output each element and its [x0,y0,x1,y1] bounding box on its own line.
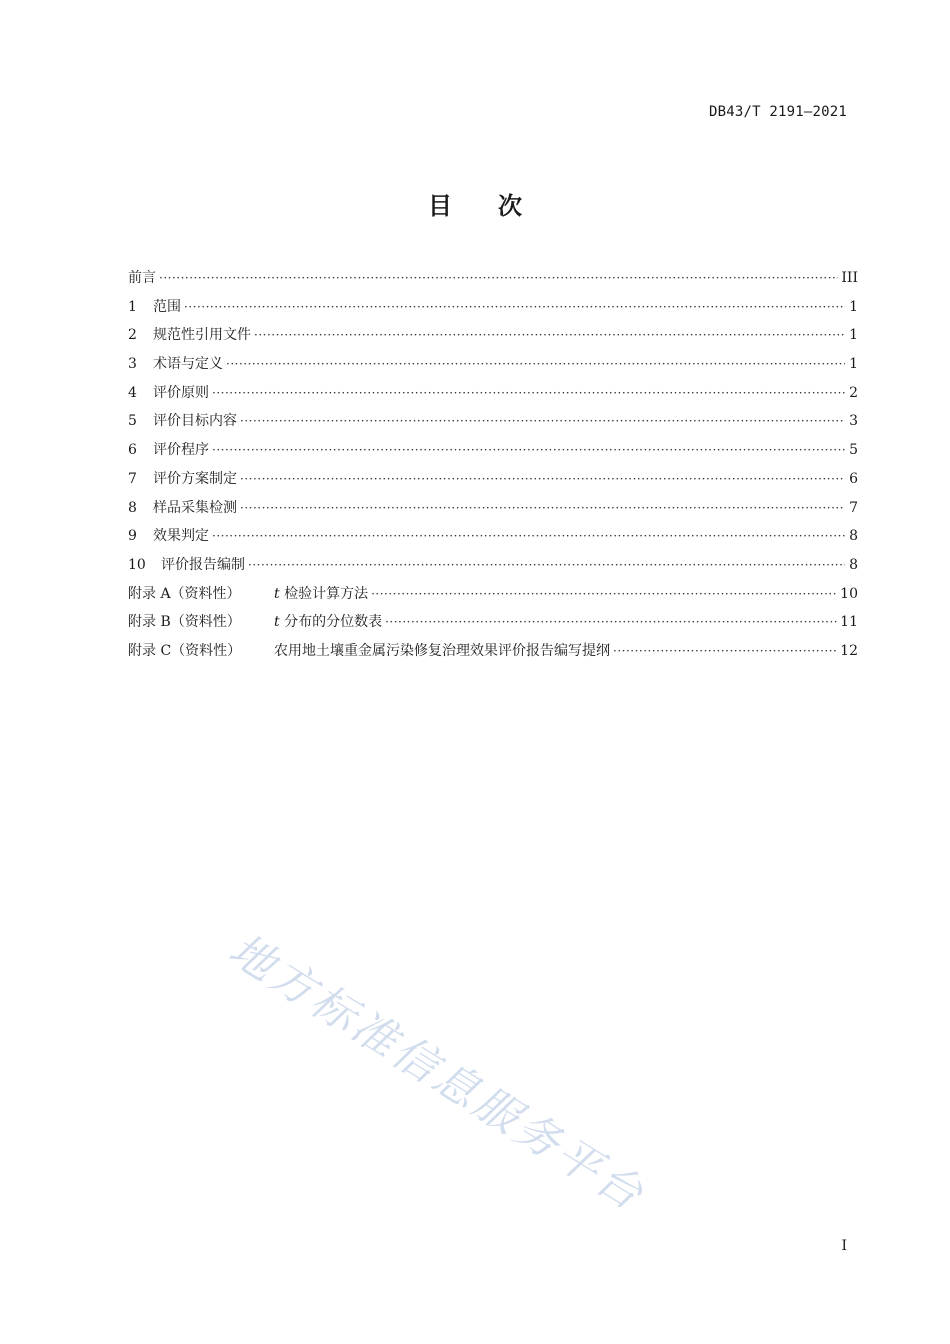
toc-entry-page: 7 [849,499,858,516]
page-number: I [841,1238,847,1254]
toc-entry-label [128,468,237,488]
toc-entry-label [128,525,209,545]
toc-entry-number: 10 [128,556,146,573]
toc-entry-page: 8 [849,556,858,573]
toc-entry-number: 2 [128,327,137,344]
toc-entry-page: 3 [849,413,858,430]
toc-entry-text: 评价程序 [153,442,209,459]
toc-entry-page: 1 [849,298,858,315]
dot-leader [371,587,837,601]
toc-entry-3[interactable] [128,353,858,382]
toc-entry-label [128,410,237,430]
toc-entry-label [128,640,610,660]
toc-entry-8[interactable] [128,497,858,526]
dot-leader [248,558,845,572]
toc-entry-9[interactable] [128,525,858,554]
page-title: 目次 [428,192,568,220]
toc-entry-page: 1 [849,327,858,344]
toc-entry-6[interactable] [128,439,858,468]
toc-entry-label [128,296,181,316]
toc-entry-label [128,353,223,373]
toc-entry-label [128,611,382,631]
toc-entry-label [128,382,209,402]
toc-entry-text: 范围 [153,298,181,315]
toc-entry-label [128,497,237,517]
toc-entry-foreword[interactable] [128,267,858,296]
dot-leader [385,615,837,629]
toc-entry-page: 8 [849,528,858,545]
toc-entry-number: 1 [128,298,137,315]
toc-entry-2[interactable] [128,324,858,353]
toc-entry-text: 分布的分位数表 [284,614,383,631]
toc-entry-label [128,439,209,459]
toc-entry-5[interactable] [128,410,858,439]
dot-leader [254,328,845,342]
toc-entry-label [128,554,245,574]
dot-leader [212,529,845,543]
dot-leader [613,644,837,658]
toc-entry-page: 1 [849,356,858,373]
table-of-contents [128,267,858,669]
toc-entry-page: 5 [849,442,858,459]
toc-entry-text: 检验计算方法 [284,585,369,602]
toc-entry-10[interactable] [128,554,858,583]
toc-entry-appendix-b[interactable] [128,611,858,640]
appendix-prefix: 附录 C（资料性） [128,642,242,659]
dot-leader [240,501,845,515]
toc-entry-number: 8 [128,499,137,516]
watermark: 地方标准信息服务平台 [220,924,655,1222]
italic-variable: t [274,614,280,631]
toc-entry-page: 11 [840,614,858,631]
dot-leader [184,300,845,314]
toc-entry-text: 评价目标内容 [153,413,237,430]
document-code: DB43/T 2191—2021 [708,104,847,120]
dot-leader [226,357,845,371]
toc-entry-number: 5 [128,413,137,430]
toc-entry-1[interactable] [128,296,858,325]
toc-entry-label [128,324,251,344]
toc-entry-page: III [841,270,858,286]
toc-entry-text: 农用地土壤重金属污染修复治理效果评价报告编写提纲 [274,642,610,659]
toc-entry-number: 7 [128,470,137,487]
dot-leader [240,472,845,486]
toc-entry-text: 评价方案制定 [153,470,237,487]
toc-entry-page: 6 [849,470,858,487]
toc-entry-text: 评价原则 [153,384,209,401]
appendix-prefix: 附录 A（资料性） [128,585,241,602]
appendix-prefix: 附录 B（资料性） [128,614,241,631]
toc-entry-appendix-a[interactable] [128,583,858,612]
dot-leader [212,386,845,400]
toc-entry-number: 6 [128,442,137,459]
toc-entry-number: 4 [128,384,137,401]
dot-leader [159,271,838,285]
toc-entry-label [128,583,368,603]
toc-entry-text: 术语与定义 [153,356,223,373]
dot-leader [212,443,845,457]
toc-entry-text: 样品采集检测 [153,499,237,516]
toc-entry-text: 评价报告编制 [161,556,245,573]
toc-entry-number: 3 [128,356,137,373]
toc-entry-page: 10 [840,585,858,602]
toc-entry-label: 前言 [128,270,156,286]
dot-leader [240,414,845,428]
toc-entry-text: 规范性引用文件 [153,327,251,344]
toc-entry-4[interactable] [128,382,858,411]
toc-entry-appendix-c[interactable] [128,640,858,669]
toc-entry-number: 9 [128,528,137,545]
toc-entry-text: 效果判定 [153,528,209,545]
toc-entry-page: 2 [849,384,858,401]
toc-entry-page: 12 [840,642,858,659]
toc-entry-7[interactable] [128,468,858,497]
italic-variable: t [274,585,280,602]
